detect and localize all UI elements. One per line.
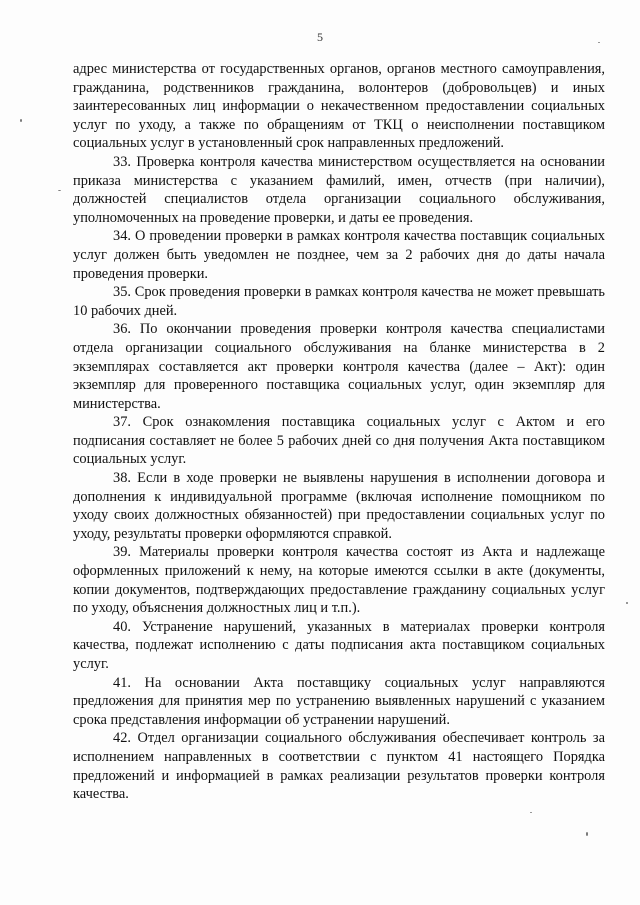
paragraph-36: 36. По окончании проведения проверки контроля качества специалистами отдела организации социального обслуживания на бланке министерства в 2 экземплярах составляется акт проверки контроля качества (далее – Акт): один экземпляр для проверенного поставщика социальных услуг, один экземпляр для министерства. bbox=[73, 321, 605, 412]
paragraph-35: 35. Срок проведения проверки в рамках контроля качества не может превышать 10 рабочих дней. bbox=[73, 284, 605, 319]
paragraph-34: 34. О проведении проверки в рамках контроля качества поставщик социальных услуг должен быть уведомлен не позднее, чем за 2 рабочих дня до даты начала проведения проверки. bbox=[73, 228, 605, 282]
paragraph-33: 33. Проверка контроля качества министерством осуществляется на основании приказа министерства с указанием фамилий, имен, отчеств (при наличии), должностей специалистов отдела организации социального обслуживания, уполномоченных на проведение проверки, и даты ее проведения. bbox=[73, 153, 605, 226]
paragraph-41: 41. На основании Акта поставщику социальных услуг направляются предложения для принятия мер по устранению выявленных нарушений с указанием срока представления информации об устранении нарушений. bbox=[73, 674, 605, 728]
scan-speck bbox=[586, 832, 588, 836]
paragraph-40: 40. Устранение нарушений, указанных в материалах проверки контроля качества, подлежат исполнению с даты подписания акта поставщиком социальных услуг. bbox=[73, 618, 605, 672]
scan-speck bbox=[58, 190, 61, 191]
page-number: 5 bbox=[317, 30, 323, 44]
document-body bbox=[73, 60, 605, 804]
paragraph-37: 37. Срок ознакомления поставщика социальных услуг с Актом и его подписания составляет не более 5 рабочих дней со дня получения Акта поставщиком социальных услуг. bbox=[73, 414, 605, 468]
paragraph-39: 39. Материалы проверки контроля качества состоят из Акта и надлежаще оформленных приложений к нему, на которые имеются ссылки в акте (документы, копии документов, подтверждающих предоставление гражданину социальных услуг по уходу, объяснения должностных лиц и т.п.). bbox=[73, 544, 605, 617]
paragraph-42: 42. Отдел организации социального обслуживания обеспечивает контроль за исполнением направленных в соответствии с пунктом 41 настоящего Порядка предложений и информацией в рамках реализации результатов проверки контроля качества. bbox=[73, 730, 605, 803]
paragraph-38: 38. Если в ходе проверки не выявлены нарушения в исполнении договора и дополнения к индивидуальной программе (включая исполнение помощником по уходу своих должностных обязанностей) при предоставлении социальных услуг по уходу, результаты проверки оформляются справкой. bbox=[73, 470, 605, 542]
paragraph-continuation: адрес министерства от государственных органов, органов местного самоуправления, гражданина, родственников гражданина, волонтеров (добровольцев) и иных заинтересованных лиц информации о некачественном предоставлении социальных услуг по уходу, а также по обращениям от ТКЦ о неисполнении поставщиком социальных услуг в установленный срок направленных предложений. bbox=[73, 61, 605, 152]
scan-speck bbox=[598, 42, 600, 43]
scan-speck bbox=[20, 119, 22, 122]
scan-speck bbox=[626, 602, 628, 604]
scan-speck bbox=[530, 812, 532, 813]
